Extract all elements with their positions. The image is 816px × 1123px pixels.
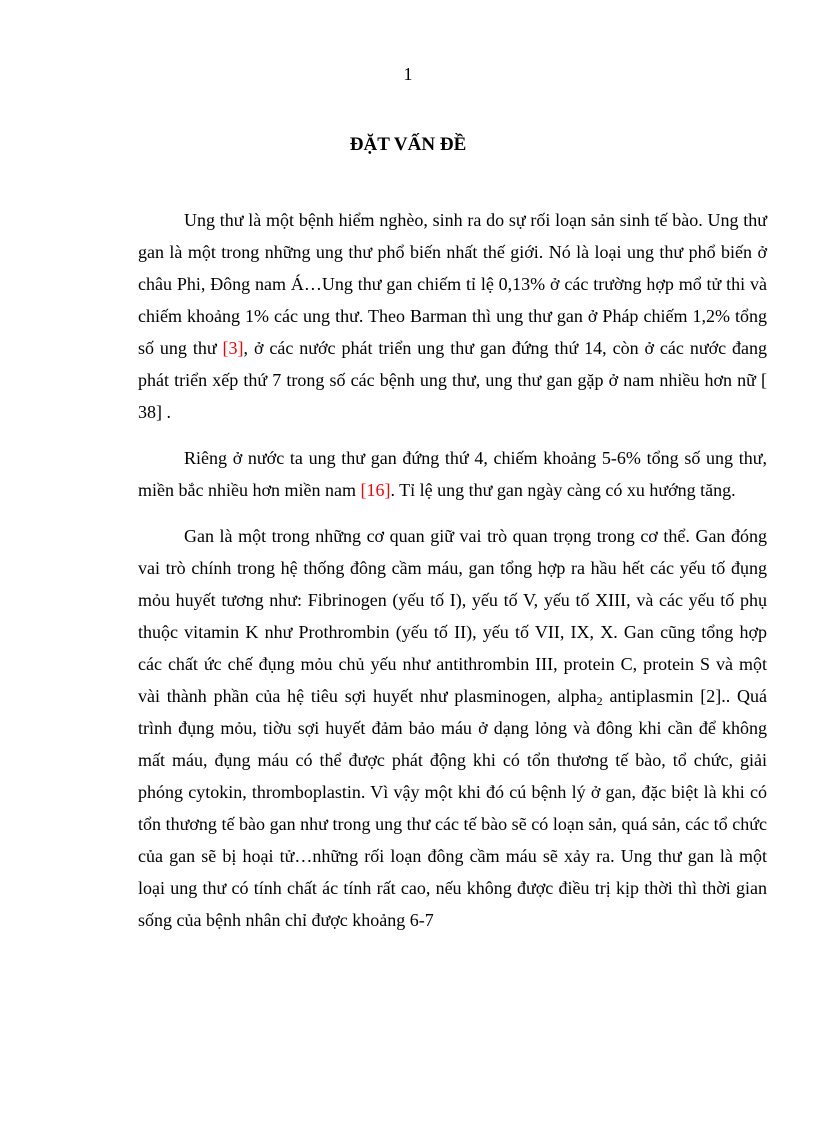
paragraph-1: [138, 204, 767, 428]
citation-reference: [16]: [360, 480, 391, 500]
page-number: 1: [403, 64, 413, 84]
paragraph-3: [138, 520, 767, 936]
subscript: 2: [596, 694, 603, 708]
page-title: ĐẶT VẤN ĐỀ: [349, 134, 467, 155]
paragraph-2: [138, 442, 767, 506]
text-run: Riêng ở nước ta ung thư gan đứng thứ 4, chiếm khoảng 5-6% tổng số ung thư, miền bắc nhiều hơn miền nam: [138, 448, 767, 500]
citation-reference: [3]: [222, 338, 244, 358]
text-run: antiplasmin [2].. Quá trình đụng mỏu, tiờu sợi huyết đảm bảo máu ở dạng lỏng và đông khi cần để không mất máu, đụng máu có thể được phát động khi có tổn thương tế bào, tổ chức, giải phóng cytokin, thromboplastin. Vì vậy một khi đó cú bệnh lý ở gan, đặc biệt là khi có tổn thương tế bào gan như trong ung thư các tế bào sẽ có loạn sản, quá sản, các tổ chức của gan sẽ bị hoại tử…những rối loạn đông cầm máu sẽ xảy ra. Ung thư gan là một loại ung thư có tính chất ác tính rất cao, nếu không được điều trị kịp thời thì thời gian sống của bệnh nhân chỉ được khoảng 6-7: [138, 686, 767, 930]
text-run: Ung thư là một bệnh hiểm nghèo, sinh ra do sự rối loạn sản sinh tế bào. Ung thư gan là một trong những ung thư phổ biến nhất thế giới. Nó là loại ung thư phổ biến ở châu Phi, Đông nam Á…Ung thư gan chiếm tỉ lệ 0,13% ở các trường hợp mổ tử thi và chiếm khoảng 1% các ung thư. Theo Barman thì ung thư gan ở Pháp chiếm 1,2% tổng số ung thư: [138, 210, 767, 358]
text-run: Gan là một trong những cơ quan giữ vai trò quan trọng trong cơ thể. Gan đóng vai trò chính trong hệ thống đông cầm máu, gan tổng hợp ra hầu hết các yếu tố đụng mỏu huyết tương như: Fibrinogen (yếu tố I), yếu tố V, yếu tố XIII, và các yếu tố phụ thuộc vitamin K như Prothrombin (yếu tố II), yếu tố VII, IX, X. Gan cũng tổng hợp các chất ức chế đụng mỏu chủ yếu như antithrombin III, protein C, protein S và một vài thành phần của hệ tiêu sợi huyết như plasminogen, alpha: [138, 526, 767, 706]
text-run: . Tỉ lệ ung thư gan ngày càng có xu hướng tăng.: [390, 480, 736, 500]
body-text: [138, 204, 767, 936]
text-run: , ở các nước phát triển ung thư gan đứng thứ 14, còn ở các nước đang phát triển xếp thứ 7 trong số các bệnh ung thư, ung thư gan gặp ở nam nhiều hơn nữ [ 38] .: [138, 338, 767, 422]
